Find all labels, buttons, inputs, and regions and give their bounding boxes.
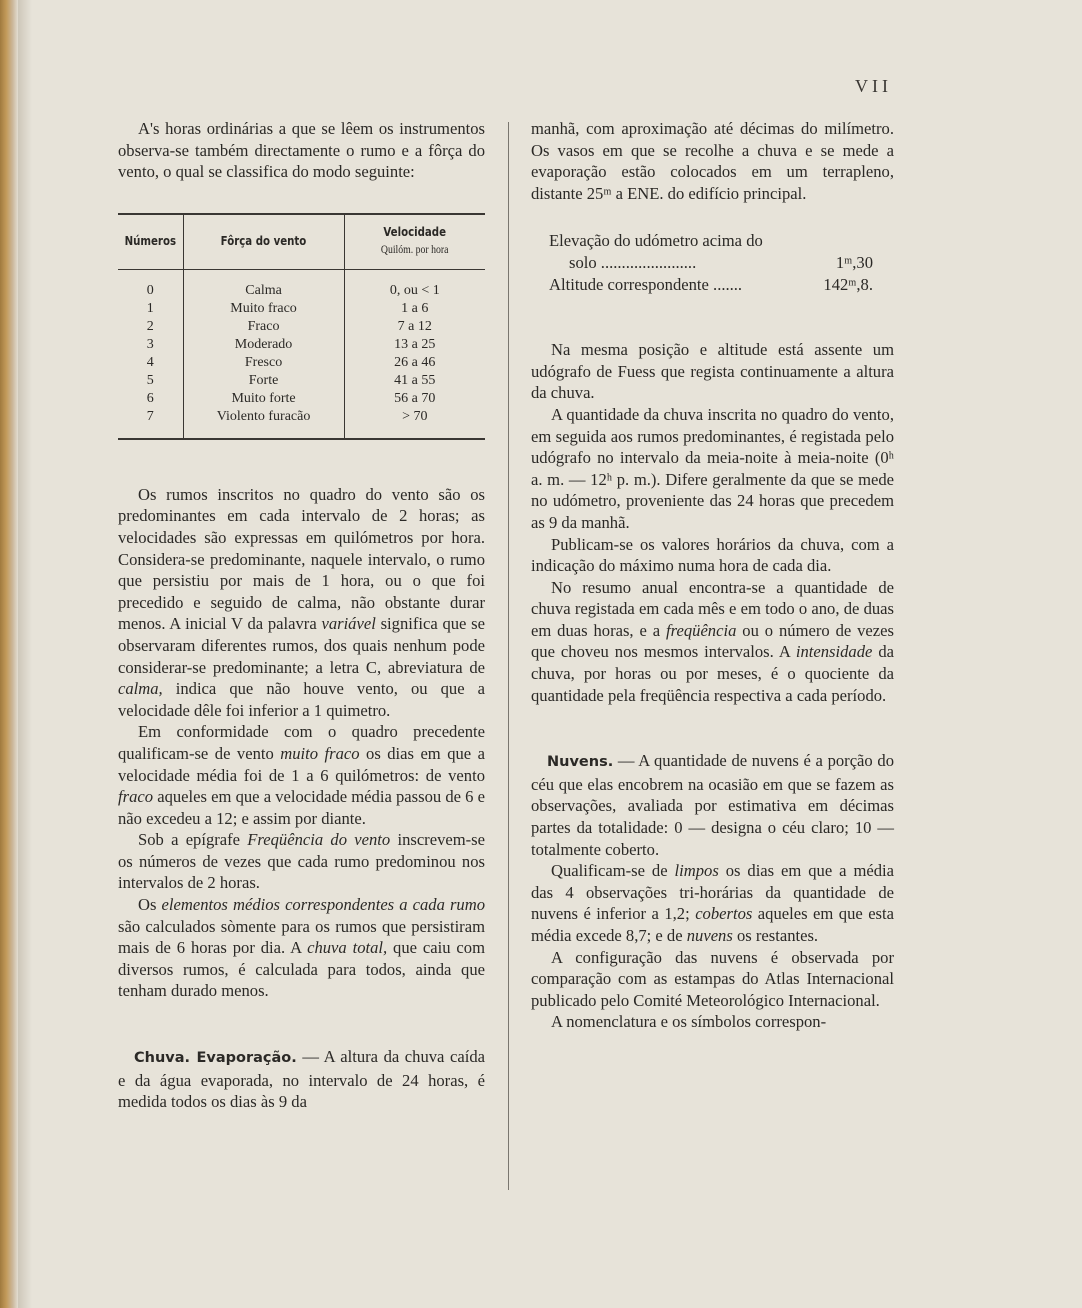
italic-term: freqüência (666, 620, 737, 640)
elevation-block (549, 230, 894, 295)
row-velocidade: 1 a 6 (401, 300, 429, 316)
italic-term: fraco (118, 787, 154, 807)
text-run: Os (138, 895, 162, 915)
rumos-paragraph (118, 484, 485, 722)
row-velocidade: 26 a 46 (394, 354, 436, 370)
section-heading-chuva: Chuva. Evaporação. (134, 1050, 297, 1067)
italic-term: chuva total, (307, 938, 388, 958)
table-row (118, 336, 485, 354)
configuracao-paragraph: A configuração das nuvens é observada por comparação com as estampas do Atlas Internacional publicado pelo Comité Meteorológico Internacional. (531, 947, 894, 1010)
italic-term: elementos médios correspondentes a cada rumo (161, 895, 485, 915)
quantidade-paragraph: A quantidade da chuva inscrita no quadro do vento, em seguida aos rumos predominantes, é registada pelo udógrafo no intervalo da meia-noite à meia-noite (0ʰ a. m. — 12ʰ p. m.). Difere geralmente da que se mede no udómetro, proveniente das 24 horas que precedem as 9 da manhã. (531, 404, 894, 532)
text-run: Os rumos inscritos no quadro do vento são os predominantes em cada intervalo de 2 horas; as velocidades são expressas em quilómetros por hora. Considera-se predominante, naquele intervalo, o rumo que persistiu por mais de 1 hora, ou o que foi precedido e seguido de calma, não obstante durar menos. A inicial V da palavra (118, 484, 485, 634)
udografo-paragraph: Na mesma posição e altitude está assente um udógrafo de Fuess que regista continuamente a altura da chuva. (531, 340, 894, 403)
row-number: 4 (118, 354, 183, 372)
row-forca: Forte (183, 372, 344, 390)
elevation-row (549, 252, 873, 274)
row-number: 2 (118, 318, 183, 336)
text-run: os restantes. (732, 926, 819, 945)
row-forca: Muito fraco (183, 300, 344, 318)
row-forca: Violento furacão (183, 408, 344, 439)
text-run: os dias em que a velocidade média foi de 1 a 6 quilómetros: de vento (118, 743, 485, 785)
row-velocidade: 13 a 25 (394, 336, 436, 352)
right-column (531, 118, 894, 1033)
column-divider (508, 122, 509, 1190)
velocidade-label: Velocidade (383, 224, 447, 239)
nuvens-paragraph (531, 750, 894, 860)
text-run: que caiu com diversos rumos, é calculada para todos, ainda que tenham durado menos. (118, 938, 485, 1001)
elementos-paragraph (118, 894, 485, 1002)
italic-term: variável (321, 614, 376, 634)
italic-term: limpos (674, 861, 719, 881)
row-velocidade: 41 a 55 (394, 372, 436, 388)
elevation-value: 1ᵐ,30 (835, 252, 873, 272)
table-row (118, 372, 485, 390)
italic-term: calma, (118, 679, 163, 699)
text-run: Sob a epígrafe (138, 830, 248, 850)
table-row (118, 300, 485, 318)
row-number: 7 (118, 408, 183, 439)
table-row (118, 390, 485, 408)
text-run: os dias em que a média das 4 observações tri-horárias da quantidade de nuvens é inferior a 1,2; (531, 861, 894, 924)
italic-term: Freqüência do vento (247, 830, 391, 850)
row-forca: Muito forte (183, 390, 344, 408)
row-velocidade: 7 a 12 (397, 318, 432, 334)
text-run: — A altura da chuva caída e da água evaporada, no intervalo de 24 horas, é medida todos os dias às 9 da (118, 1047, 485, 1112)
intro-paragraph: A's horas ordinárias a que se lêem os instrumentos observa-se também directamente o rumo e a fôrça do vento, o qual se classifica do modo seguinte: (118, 119, 485, 182)
col-header-velocidade (355, 214, 475, 270)
table-row (118, 408, 485, 439)
text-run: Em conformidade com o quadro precedente qualificam-se de vento (118, 722, 485, 763)
altitude-value: 142ᵐ,8. (823, 274, 873, 294)
text-run: da chuva, por horas ou por meses, é o quociente da quantidade pela freqüência respectiva a cada período. (531, 642, 895, 705)
conformidade-paragraph (118, 721, 485, 829)
text-run: ou o número de vezes que choveu nos mesmos intervalos. A (531, 620, 894, 662)
row-number: 5 (118, 372, 183, 390)
row-velocidade: > 70 (402, 408, 428, 424)
table-row (118, 354, 485, 372)
text-run: aqueles em que a velocidade média passou de 6 e não excedeu a 12; e assim por diante. (118, 787, 485, 828)
velocidade-unit: Quilóm. por hora (380, 243, 449, 256)
table-row (118, 318, 485, 336)
left-column (118, 118, 485, 1113)
continuation-paragraph: manhã, com aproximação até décimas do milímetro. Os vasos em que se recolhe a chuva e se mede a evaporação estão colocados em um terrapleno, distante 25ᵐ a ENE. do edifício principal. (531, 119, 894, 203)
text-run: No resumo anual encontra-se a quantidade de chuva registada em cada mês e em todo o ano, de duas em duas horas, e a (531, 577, 894, 640)
nomenclatura-paragraph: A nomenclatura e os símbolos correspon- (551, 1012, 827, 1032)
row-number: 3 (118, 336, 183, 354)
text-run: aqueles em que esta média excede 8,7; e de (531, 904, 894, 945)
chuva-paragraph (118, 1046, 485, 1113)
row-forca: Fresco (183, 354, 344, 372)
col-header-forca: Fôrça do vento (195, 214, 332, 270)
italic-term: cobertos (695, 904, 753, 924)
book-binding-edge (0, 0, 18, 1308)
row-number: 6 (118, 390, 183, 408)
elevation-label-cont: solo ....................... (569, 252, 697, 272)
text-run: são calculados sòmente para os rumos que persistiram mais de 6 horas por dia. A (118, 916, 485, 958)
row-forca: Moderado (183, 336, 344, 354)
text-run: significa que se observaram diferentes rumos, dos quais nenhum pode considerar-se predominante; a letra C, abreviatura de (118, 614, 485, 677)
wind-force-table (118, 213, 485, 440)
row-forca: Fraco (183, 318, 344, 336)
altitude-row (549, 274, 873, 296)
page-number: VII (855, 76, 892, 96)
italic-term: muito fraco (280, 743, 360, 763)
binding-shadow (18, 0, 32, 1308)
text-run: inscrevem-se os números de vezes que cada rumo predominou nos intervalos de 2 horas. (118, 830, 485, 893)
publicam-paragraph: Publicam-se os valores horários da chuva, com a indicação do máximo numa hora de cada dia. (531, 534, 894, 576)
table-header-row (118, 214, 485, 270)
qualificam-paragraph (531, 860, 894, 946)
epigrafe-paragraph (118, 829, 485, 894)
italic-term: nuvens (686, 926, 733, 945)
elevation-label: Elevação do udómetro acima do (549, 231, 763, 251)
col-header-numeros: Números (123, 214, 178, 270)
text-run: Qualificam-se de (551, 861, 675, 881)
row-number: 1 (118, 300, 183, 318)
row-forca: Calma (183, 269, 344, 300)
text-run: indica que não houve vento, ou que a velocidade dêle foi inferior a 1 quimetro. (118, 679, 485, 720)
row-number: 0 (118, 269, 183, 300)
resumo-paragraph (531, 577, 894, 707)
table-row (118, 269, 485, 300)
row-velocidade: 0, ou < 1 (389, 282, 440, 298)
section-heading-nuvens: Nuvens. (547, 754, 614, 771)
text-run: — A quantidade de nuvens é a porção do céu que elas encobrem na ocasião em que se fazem as observações, avaliada por estimativa em décimas partes da totalidade: 0 — designa o céu claro; 10 — totalmente coberto. (531, 751, 894, 859)
italic-term: intensidade (795, 642, 873, 662)
row-velocidade: 56 a 70 (394, 390, 436, 406)
altitude-label: Altitude correspondente ....... (549, 274, 743, 294)
